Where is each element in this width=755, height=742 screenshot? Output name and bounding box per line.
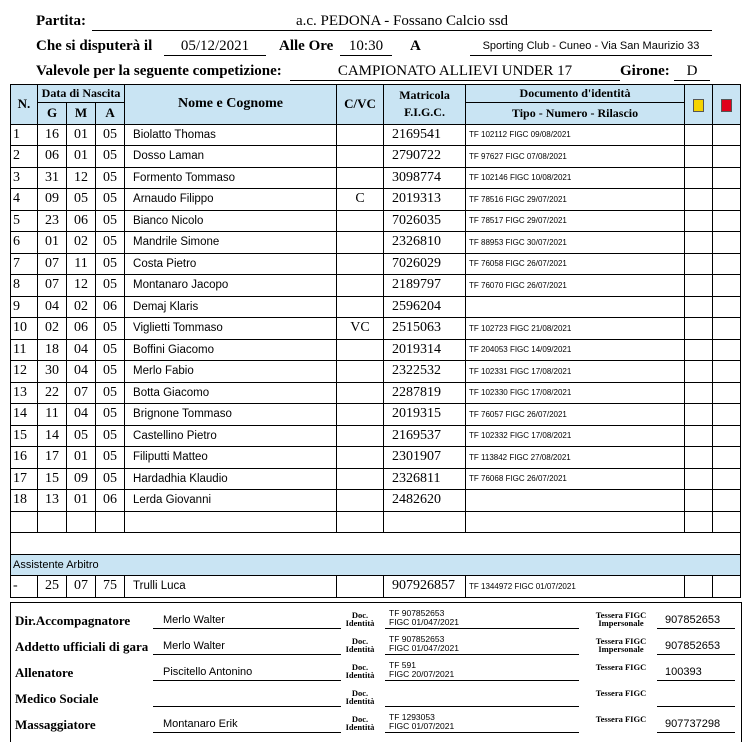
gap-row (11, 533, 741, 555)
birth-day: 07 (38, 253, 67, 275)
red-card-cell (713, 253, 741, 275)
staff-row (11, 631, 741, 657)
captain-mark (337, 232, 384, 254)
player-name: Formento Tommaso (125, 167, 337, 189)
staff-doc-line: TF 591 (389, 660, 416, 670)
birth-month: 06 (67, 318, 96, 340)
col-header-cvc: C/VC (337, 85, 384, 125)
birth-year: 05 (96, 339, 125, 361)
matricola: 2019313 (384, 189, 466, 211)
date-label: Che si disputerà il (36, 38, 153, 54)
assistant-section-header (11, 554, 741, 576)
player-name: Botta Giacomo (125, 382, 337, 404)
red-card-cell (713, 318, 741, 340)
red-card-icon (721, 99, 732, 112)
captain-mark (337, 447, 384, 469)
yellow-card-cell (685, 339, 713, 361)
id-document: TF 97627 FIGC 07/08/2021 (466, 146, 685, 168)
matricola: 2301907 (384, 447, 466, 469)
player-number: 4 (11, 189, 38, 211)
birth-day: 06 (38, 146, 67, 168)
player-row (11, 210, 741, 232)
player-number: 7 (11, 253, 38, 275)
matricola-line-1: Matricola (399, 88, 450, 103)
player-number: 16 (11, 447, 38, 469)
id-document: TF 102112 FIGC 09/08/2021 (466, 124, 685, 146)
red-card-cell (713, 361, 741, 383)
roster-table (10, 84, 741, 598)
birth-month: 05 (67, 425, 96, 447)
col-header-a: A (96, 103, 125, 125)
red-card-cell (713, 404, 741, 426)
staff-name: Piscitello Antonino (153, 666, 341, 681)
staff-tessera-value: 907852653 (657, 614, 735, 629)
captain-mark (337, 296, 384, 318)
yellow-card-cell (685, 425, 713, 447)
staff-doc-value (385, 635, 579, 655)
birth-year: 06 (96, 296, 125, 318)
staff-name: Montanaro Erik (153, 718, 341, 733)
captain-mark (337, 490, 384, 512)
id-document: TF 88953 FIGC 30/07/2021 (466, 232, 685, 254)
player-name: Dosso Laman (125, 146, 337, 168)
birth-year: 05 (96, 447, 125, 469)
captain-mark (337, 167, 384, 189)
player-name: Biolatto Thomas (125, 124, 337, 146)
matricola: 3098774 (384, 167, 466, 189)
staff-name: Merlo Walter (153, 614, 341, 629)
player-number: 8 (11, 275, 38, 297)
player-number: 15 (11, 425, 38, 447)
yellow-card-cell (685, 468, 713, 490)
player-row (11, 425, 741, 447)
yellow-card-cell (685, 447, 713, 469)
assistant-red-cell (713, 576, 741, 598)
id-document: TF 102332 FIGC 17/08/2021 (466, 425, 685, 447)
player-row (11, 382, 741, 404)
birth-year: 05 (96, 189, 125, 211)
player-name: Mandrile Simone (125, 232, 337, 254)
red-card-cell (713, 490, 741, 512)
yellow-card-cell (685, 490, 713, 512)
red-card-cell (713, 296, 741, 318)
id-document: TF 102723 FIGC 21/08/2021 (466, 318, 685, 340)
birth-day: 30 (38, 361, 67, 383)
staff-row (11, 657, 741, 683)
matricola: 2596204 (384, 296, 466, 318)
matricola: 2169537 (384, 425, 466, 447)
staff-doc-line: TF 907852653 (389, 634, 445, 644)
player-row (11, 339, 741, 361)
yellow-card-cell (685, 167, 713, 189)
staff-doc-line: TF 907852653 (389, 608, 445, 618)
matricola-line-2: F.I.G.C. (404, 105, 445, 120)
captain-mark (337, 382, 384, 404)
birth-day: 01 (38, 232, 67, 254)
assistant-m: 07 (67, 576, 96, 598)
yellow-card-cell (685, 382, 713, 404)
competition-value: CAMPIONATO ALLIEVI UNDER 17 (290, 63, 620, 81)
yellow-card-cell (685, 404, 713, 426)
player-row (11, 275, 741, 297)
player-row (11, 296, 741, 318)
birth-day: 04 (38, 296, 67, 318)
col-header-doc-sub: Tipo - Numero - Rilascio (466, 103, 685, 125)
assistant-n: - (11, 576, 38, 598)
player-name: Merlo Fabio (125, 361, 337, 383)
player-name: Hardadhia Klaudio (125, 468, 337, 490)
staff-tessera-value: 100393 (657, 666, 735, 681)
player-row (11, 404, 741, 426)
staff-tessera-value (657, 692, 735, 707)
captain-mark (337, 146, 384, 168)
birth-year: 05 (96, 382, 125, 404)
yellow-card-cell (685, 275, 713, 297)
captain-mark: C (337, 189, 384, 211)
assistant-section-label: Assistente Arbitro (11, 554, 741, 576)
red-card-cell (713, 210, 741, 232)
red-card-cell (713, 275, 741, 297)
col-header-birth: Data di Nascita (38, 85, 125, 103)
assistant-g: 25 (38, 576, 67, 598)
yellow-card-cell (685, 296, 713, 318)
id-document (466, 490, 685, 512)
player-name: Castellino Pietro (125, 425, 337, 447)
matricola: 2515063 (384, 318, 466, 340)
staff-doc-line: FIGC 01/07/2021 (389, 721, 455, 731)
birth-month: 06 (67, 210, 96, 232)
player-row (11, 232, 741, 254)
yellow-card-cell (685, 210, 713, 232)
yellow-card-cell (685, 318, 713, 340)
id-document: TF 76070 FIGC 26/07/2021 (466, 275, 685, 297)
birth-day: 09 (38, 189, 67, 211)
staff-doc-label: Doc. Identità (345, 610, 375, 628)
matricola: 2019314 (384, 339, 466, 361)
staff-doc-value (385, 661, 579, 681)
matricola: 2326810 (384, 232, 466, 254)
id-document: TF 204053 FIGC 14/09/2021 (466, 339, 685, 361)
birth-year: 05 (96, 404, 125, 426)
staff-tessera-label: Tessera FIGC Impersonale (595, 610, 647, 628)
staff-tessera-value: 907737298 (657, 718, 735, 733)
red-card-cell (713, 124, 741, 146)
birth-year: 05 (96, 210, 125, 232)
id-document: TF 78516 FIGC 29/07/2021 (466, 189, 685, 211)
staff-tessera-label: Tessera FIGC (595, 714, 647, 724)
col-header-m: M (67, 103, 96, 125)
player-number: 18 (11, 490, 38, 512)
birth-day: 23 (38, 210, 67, 232)
birth-day: 02 (38, 318, 67, 340)
staff-doc-line: FIGC 01/047/2021 (389, 617, 459, 627)
staff-doc-line: FIGC 20/07/2021 (389, 669, 455, 679)
player-number: 12 (11, 361, 38, 383)
matricola: 2322532 (384, 361, 466, 383)
birth-month: 02 (67, 232, 96, 254)
birth-month: 12 (67, 167, 96, 189)
player-number: 9 (11, 296, 38, 318)
birth-year: 05 (96, 232, 125, 254)
player-row (11, 468, 741, 490)
assistant-section (11, 511, 741, 597)
captain-mark (337, 275, 384, 297)
player-rows (11, 124, 741, 511)
time-label: Alle Ore (279, 38, 334, 54)
staff-doc-value (385, 609, 579, 629)
matricola: 2019315 (384, 404, 466, 426)
birth-year: 05 (96, 124, 125, 146)
staff-doc-label: Doc. Identità (345, 662, 375, 680)
blank-row (11, 511, 741, 533)
player-row (11, 318, 741, 340)
birth-month: 01 (67, 490, 96, 512)
staff-role-label: Massaggiatore (15, 717, 96, 732)
red-card-cell (713, 232, 741, 254)
birth-year: 05 (96, 425, 125, 447)
staff-row (11, 709, 741, 735)
staff-role-label: Addetto ufficiali di gara (15, 639, 149, 654)
girone-value: D (674, 63, 710, 81)
birth-month: 04 (67, 361, 96, 383)
birth-month: 04 (67, 404, 96, 426)
player-number: 1 (11, 124, 38, 146)
player-number: 6 (11, 232, 38, 254)
staff-doc-value (385, 713, 579, 733)
red-card-cell (713, 447, 741, 469)
col-header-red-card (713, 85, 741, 125)
red-card-cell (713, 425, 741, 447)
player-name: Filiputti Matteo (125, 447, 337, 469)
matricola: 2189797 (384, 275, 466, 297)
player-row (11, 447, 741, 469)
staff-doc-line: FIGC 01/047/2021 (389, 643, 459, 653)
place-value: Sporting Club - Cuneo - Via San Maurizio 33 (470, 38, 712, 56)
partita-value: a.c. PEDONA - Fossano Calcio ssd (92, 13, 712, 31)
captain-mark (337, 339, 384, 361)
matricola: 7026035 (384, 210, 466, 232)
staff-role-label: Medico Sociale (15, 691, 99, 706)
staff-role-label: Dir.Accompagnatore (15, 613, 131, 628)
birth-year: 05 (96, 361, 125, 383)
player-name: Arnaudo Filippo (125, 189, 337, 211)
staff-tessera-label: Tessera FIGC Impersonale (595, 636, 647, 654)
player-row (11, 361, 741, 383)
birth-month: 02 (67, 296, 96, 318)
id-document: TF 102146 FIGC 10/08/2021 (466, 167, 685, 189)
staff-tessera-label: Tessera FIGC (595, 688, 647, 698)
matricola: 2169541 (384, 124, 466, 146)
captain-mark (337, 124, 384, 146)
col-header-g: G (38, 103, 67, 125)
time-value: 10:30 (340, 38, 392, 56)
birth-day: 31 (38, 167, 67, 189)
col-header-yellow-card (685, 85, 713, 125)
red-card-cell (713, 146, 741, 168)
birth-month: 01 (67, 447, 96, 469)
col-header-n: N. (11, 85, 38, 125)
yellow-card-cell (685, 361, 713, 383)
player-row (11, 167, 741, 189)
captain-mark (337, 468, 384, 490)
staff-doc-label: Doc. Identità (345, 688, 375, 706)
date-value: 05/12/2021 (164, 38, 266, 56)
staff-tessera-label: Tessera FIGC (595, 662, 647, 672)
staff-doc-label: Doc. Identità (345, 714, 375, 732)
assistant-yellow-cell (685, 576, 713, 598)
birth-day: 07 (38, 275, 67, 297)
captain-mark (337, 425, 384, 447)
partita-label: Partita: (36, 13, 86, 29)
player-name: Boffini Giacomo (125, 339, 337, 361)
player-name: Montanaro Jacopo (125, 275, 337, 297)
matricola: 2326811 (384, 468, 466, 490)
staff-doc-value (385, 687, 579, 707)
yellow-card-cell (685, 146, 713, 168)
staff-row (11, 605, 741, 631)
matricola: 7026029 (384, 253, 466, 275)
player-number: 2 (11, 146, 38, 168)
player-number: 3 (11, 167, 38, 189)
red-card-cell (713, 189, 741, 211)
assistant-row (11, 576, 741, 598)
player-number: 11 (11, 339, 38, 361)
player-name: Bianco Nicolo (125, 210, 337, 232)
assistant-a: 75 (96, 576, 125, 598)
red-card-cell (713, 468, 741, 490)
birth-year: 05 (96, 253, 125, 275)
player-row (11, 124, 741, 146)
yellow-card-icon (693, 99, 704, 112)
yellow-card-cell (685, 189, 713, 211)
birth-day: 22 (38, 382, 67, 404)
birth-year: 05 (96, 167, 125, 189)
birth-month: 01 (67, 146, 96, 168)
col-header-doc: Documento d'identità (466, 85, 685, 103)
birth-day: 16 (38, 124, 67, 146)
captain-mark (337, 253, 384, 275)
matricola: 2287819 (384, 382, 466, 404)
matricola: 2790722 (384, 146, 466, 168)
id-document: TF 113842 FIGC 27/08/2021 (466, 447, 685, 469)
captain-mark (337, 210, 384, 232)
staff-row (11, 683, 741, 709)
captain-mark (337, 404, 384, 426)
staff-doc-line: TF 1293053 (389, 712, 435, 722)
staff-name (153, 692, 341, 707)
yellow-card-cell (685, 253, 713, 275)
assistant-name: Trulli Luca (125, 576, 337, 598)
staff-role-label: Allenatore (15, 665, 74, 680)
assistant-cvc (337, 576, 384, 598)
col-header-name: Nome e Cognome (125, 85, 337, 125)
id-document: TF 76057 FIGC 26/07/2021 (466, 404, 685, 426)
id-document: TF 76058 FIGC 26/07/2021 (466, 253, 685, 275)
birth-month: 07 (67, 382, 96, 404)
competition-label: Valevole per la seguente competizione: (36, 63, 282, 79)
yellow-card-cell (685, 232, 713, 254)
staff-section (10, 602, 742, 742)
staff-name: Merlo Walter (153, 640, 341, 655)
player-row (11, 253, 741, 275)
birth-year: 05 (96, 468, 125, 490)
birth-month: 05 (67, 189, 96, 211)
id-document: TF 102331 FIGC 17/08/2021 (466, 361, 685, 383)
player-name: Demaj Klaris (125, 296, 337, 318)
id-document: TF 78517 FIGC 29/07/2021 (466, 210, 685, 232)
player-name: Viglietti Tommaso (125, 318, 337, 340)
birth-year: 05 (96, 146, 125, 168)
player-number: 17 (11, 468, 38, 490)
player-number: 10 (11, 318, 38, 340)
player-name: Costa Pietro (125, 253, 337, 275)
player-name: Brignone Tommaso (125, 404, 337, 426)
id-document (466, 296, 685, 318)
red-card-cell (713, 339, 741, 361)
col-header-matricola (384, 85, 466, 125)
birth-day: 13 (38, 490, 67, 512)
red-card-cell (713, 382, 741, 404)
staff-doc-label: Doc. Identità (345, 636, 375, 654)
birth-day: 14 (38, 425, 67, 447)
birth-year: 06 (96, 490, 125, 512)
birth-month: 09 (67, 468, 96, 490)
girone-label: Girone: (620, 63, 670, 79)
matricola: 2482620 (384, 490, 466, 512)
player-name: Lerda Giovanni (125, 490, 337, 512)
player-number: 5 (11, 210, 38, 232)
player-row (11, 189, 741, 211)
birth-day: 15 (38, 468, 67, 490)
birth-month: 04 (67, 339, 96, 361)
player-row (11, 490, 741, 512)
assistant-matricola: 907926857 (384, 576, 466, 598)
player-number: 13 (11, 382, 38, 404)
birth-year: 05 (96, 275, 125, 297)
birth-month: 12 (67, 275, 96, 297)
id-document: TF 76068 FIGC 26/07/2021 (466, 468, 685, 490)
captain-mark: VC (337, 318, 384, 340)
birth-day: 18 (38, 339, 67, 361)
player-row (11, 146, 741, 168)
birth-day: 17 (38, 447, 67, 469)
assistant-doc: TF 1344972 FIGC 01/07/2021 (466, 576, 685, 598)
birth-year: 05 (96, 318, 125, 340)
birth-day: 11 (38, 404, 67, 426)
place-label: A (410, 38, 421, 54)
birth-month: 01 (67, 124, 96, 146)
player-number: 14 (11, 404, 38, 426)
captain-mark (337, 361, 384, 383)
yellow-card-cell (685, 124, 713, 146)
id-document: TF 102330 FIGC 17/08/2021 (466, 382, 685, 404)
birth-month: 11 (67, 253, 96, 275)
red-card-cell (713, 167, 741, 189)
staff-tessera-value: 907852653 (657, 640, 735, 655)
